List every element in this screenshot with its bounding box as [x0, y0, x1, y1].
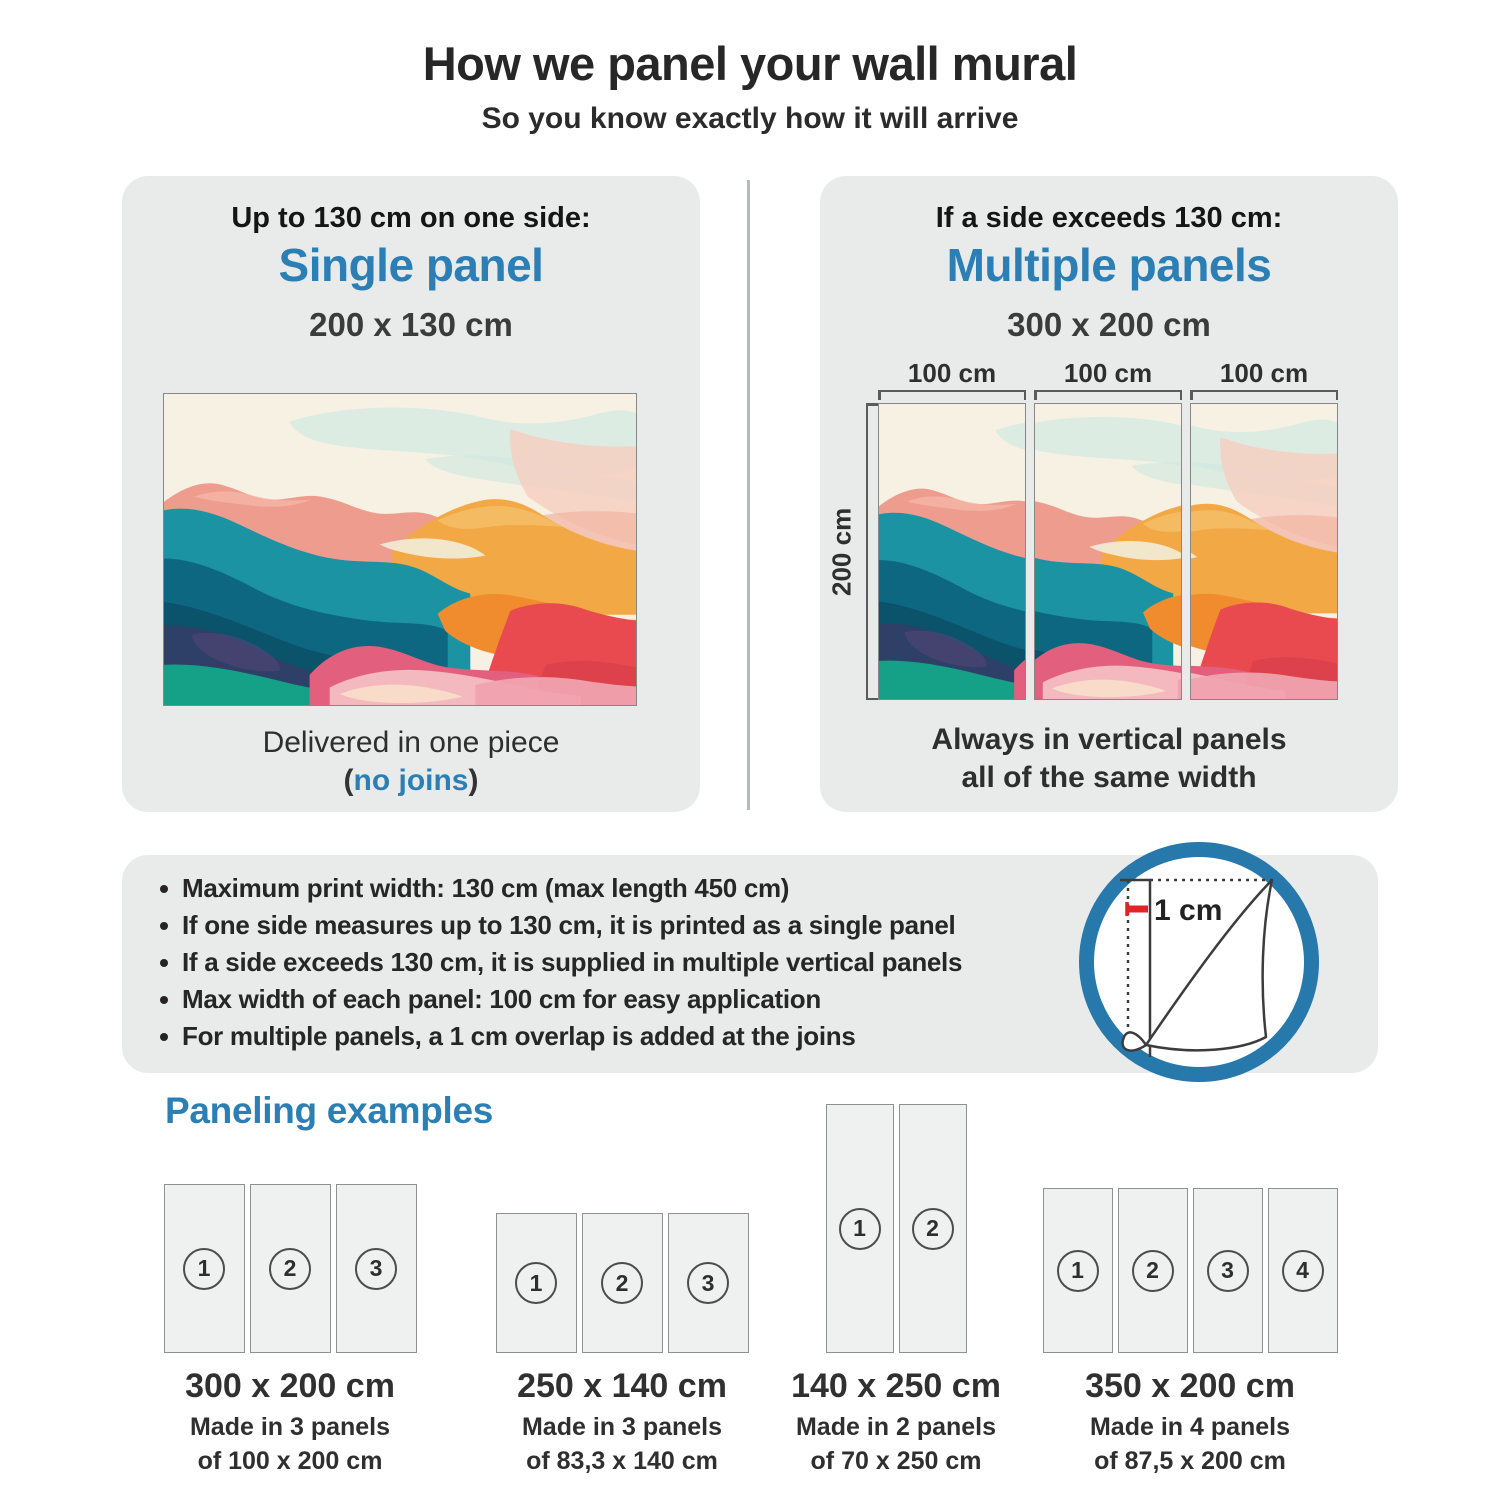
- example-detail-line2: of 83,3 x 140 cm: [526, 1447, 718, 1475]
- multiple-panels-title: Multiple panels: [946, 239, 1272, 291]
- bullet-dot: [160, 1033, 168, 1041]
- example-detail: [120, 1410, 460, 1478]
- width-label-2: 100 cm: [1063, 358, 1153, 388]
- panel-number-badge: 3: [355, 1248, 397, 1290]
- example-300x200: [120, 1103, 460, 1478]
- height-measure-bracket: [866, 403, 876, 700]
- panel-diagram: [899, 1104, 967, 1353]
- panel-number-badge: 3: [1207, 1250, 1249, 1292]
- example-detail-line2: of 100 x 200 cm: [197, 1447, 383, 1475]
- info-bullet-list: [160, 870, 962, 1055]
- panel-diagram: [582, 1213, 663, 1353]
- panel-diagram: [250, 1184, 331, 1353]
- panel-number-badge: 1: [839, 1208, 881, 1250]
- panel-diagram: [1268, 1188, 1338, 1353]
- panel-number-badge: 2: [601, 1262, 643, 1304]
- panel-diagram: [1043, 1188, 1113, 1353]
- panel-diagram: [336, 1184, 417, 1353]
- example-size: 140 x 250 cm: [791, 1367, 1001, 1405]
- width-bracket-3: [1190, 390, 1338, 400]
- mural-slice-1: [879, 404, 1025, 699]
- example-detail-line2: of 87,5 x 200 cm: [1094, 1447, 1286, 1475]
- example-3-panels: [726, 1103, 1066, 1353]
- example-detail: [1020, 1410, 1360, 1478]
- panel-number-badge: 1: [515, 1262, 557, 1304]
- overlap-detail-badge: [1079, 842, 1319, 1082]
- mural-slice-3: [1191, 404, 1337, 699]
- multiple-panels-caption: [820, 721, 1398, 797]
- example-detail-line1: Made in 3 panels: [521, 1413, 723, 1441]
- mural-image: [164, 394, 636, 705]
- single-panel-size: 200 x 130 cm: [309, 306, 513, 343]
- single-panel-condition: Up to 130 cm on one side:: [231, 202, 591, 234]
- panel-number-badge: 4: [1282, 1250, 1324, 1292]
- multiple-panels-caption-line2: all of the same width: [961, 761, 1257, 794]
- multiple-panels-condition: If a side exceeds 130 cm:: [935, 202, 1283, 234]
- bullet-text-2: If one side measures up to 130 cm, it is printed as a single panel: [182, 910, 956, 940]
- panel-diagram: [1193, 1188, 1263, 1353]
- multiple-panels-caption-line1: Always in vertical panels: [931, 723, 1287, 756]
- example-detail-line1: Made in 3 panels: [189, 1413, 391, 1441]
- panel-diagram: [1118, 1188, 1188, 1353]
- mural-slice-2: [1035, 404, 1181, 699]
- example-size: 300 x 200 cm: [185, 1367, 395, 1405]
- bullet-dot: [160, 885, 168, 893]
- width-bracket-1: [878, 390, 1026, 400]
- list-item: [160, 981, 962, 1018]
- multiple-panels-size: 300 x 200 cm: [1007, 306, 1211, 343]
- panel-number-badge: 2: [912, 1208, 954, 1250]
- no-joins-text: no joins: [353, 764, 469, 797]
- width-label-3: 100 cm: [1219, 358, 1309, 388]
- list-item: [160, 944, 962, 981]
- multiple-panels-card: [820, 176, 1398, 812]
- example-140x250: [726, 1103, 1066, 1478]
- bullet-text-5: For multiple panels, a 1 cm overlap is added at the joins: [182, 1021, 856, 1051]
- list-item: [160, 870, 962, 907]
- panel-number-badge: 1: [183, 1248, 225, 1290]
- page-curl-illustration: [1094, 857, 1304, 1067]
- bullet-dot: [160, 922, 168, 930]
- height-label: 200 cm: [826, 507, 857, 596]
- width-bracket-2: [1034, 390, 1182, 400]
- example-detail-line2: of 70 x 250 cm: [810, 1447, 982, 1475]
- page-subtitle: So you know exactly how it will arrive: [481, 102, 1019, 135]
- example-4-panels: [1020, 1103, 1360, 1353]
- panel-width-labels: [878, 358, 1338, 389]
- page-title: How we panel your wall mural: [422, 37, 1078, 90]
- single-panel-caption: [122, 724, 700, 800]
- bullet-text-1: Maximum print width: 130 cm (max length 450 cm): [182, 873, 790, 903]
- example-size: 250 x 140 cm: [517, 1367, 727, 1405]
- caption-paren-open: (: [343, 764, 354, 797]
- single-panel-title: Single panel: [278, 239, 544, 291]
- cards-divider: [747, 180, 750, 810]
- panel-number-badge: 1: [1057, 1250, 1099, 1292]
- overlap-size-label: 1 cm: [1154, 894, 1223, 927]
- bullet-text-3: If a side exceeds 130 cm, it is supplied in multiple vertical panels: [182, 947, 963, 977]
- example-detail: [726, 1410, 1066, 1478]
- example-detail-line1: Made in 2 panels: [795, 1413, 997, 1441]
- bullet-text-4: Max width of each panel: 100 cm for easy application: [182, 984, 821, 1014]
- panel-number-badge: 2: [269, 1248, 311, 1290]
- list-item: [160, 907, 962, 944]
- width-measure-brackets: [878, 390, 1338, 400]
- examples-heading: Paneling examples: [165, 1090, 494, 1131]
- bullet-dot: [160, 959, 168, 967]
- list-item: [160, 1018, 962, 1055]
- mural-panel-1: [878, 403, 1026, 700]
- single-panel-card: [122, 176, 700, 812]
- example-350x200: [1020, 1103, 1360, 1478]
- example-detail-line1: Made in 4 panels: [1089, 1413, 1291, 1441]
- example-size: 350 x 200 cm: [1085, 1367, 1295, 1405]
- panel-number-badge: 2: [1132, 1250, 1174, 1292]
- bullet-dot: [160, 996, 168, 1004]
- panel-diagram: [826, 1104, 894, 1353]
- mural-panel-3: [1190, 403, 1338, 700]
- single-panel-caption-line1: Delivered in one piece: [262, 726, 560, 759]
- mural-panel-2: [1034, 403, 1182, 700]
- single-panel-caption-line2: [122, 762, 700, 800]
- panel-diagram: [496, 1213, 577, 1353]
- multiple-panels-mural-image: [878, 403, 1338, 700]
- width-label-1: 100 cm: [907, 358, 997, 388]
- single-panel-mural-image: [163, 393, 637, 706]
- caption-paren-close: ): [468, 764, 479, 797]
- panel-number-badge: 3: [687, 1262, 729, 1304]
- panel-diagram: [164, 1184, 245, 1353]
- example-1-panels: [120, 1103, 460, 1353]
